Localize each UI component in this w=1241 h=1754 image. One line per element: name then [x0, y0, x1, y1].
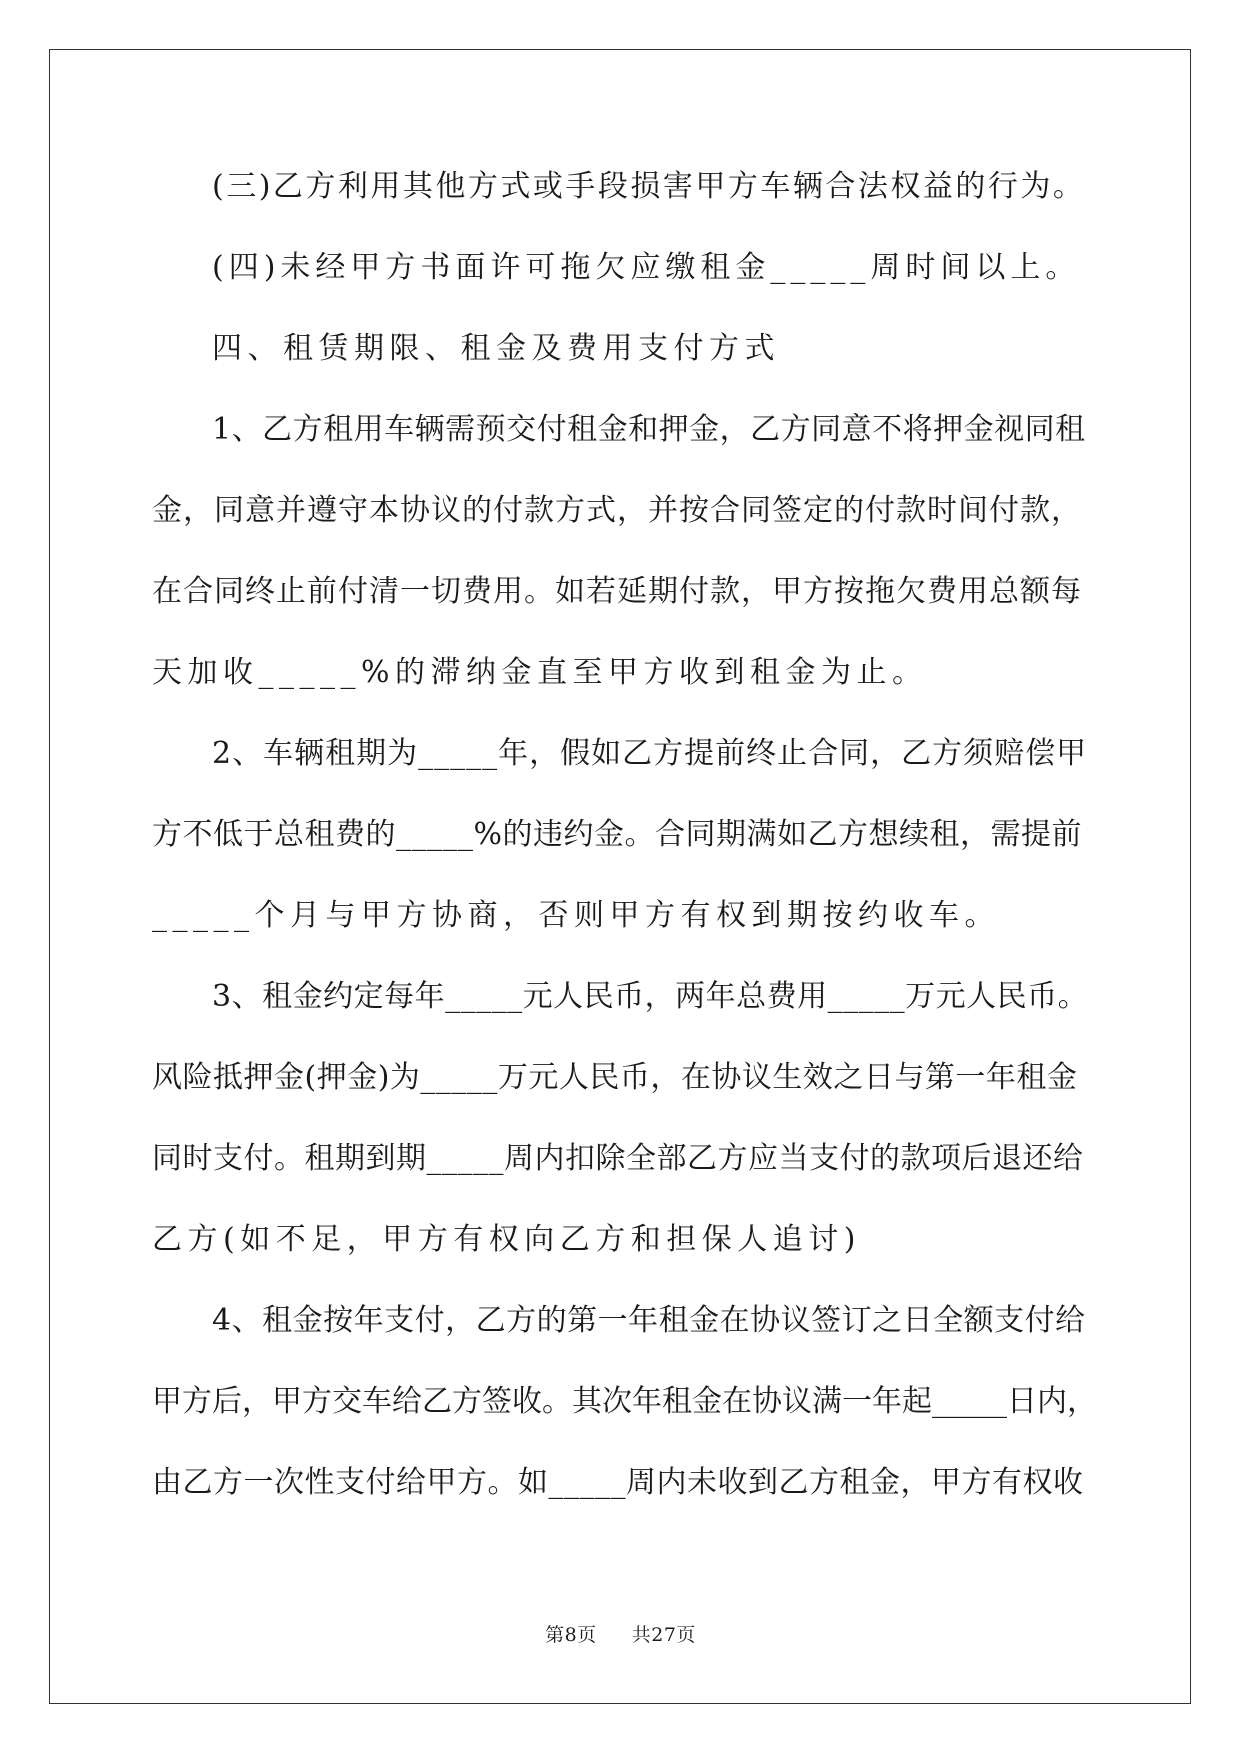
paragraph-line: 甲方后，甲方交车给乙方签收。其次年租金在协议满一年起_____日内，: [152, 1384, 1097, 1419]
paragraph-line: 方不低于总租费的_____%的违约金。合同期满如乙方想续租，需提前: [152, 817, 1083, 852]
paragraph-line: 由乙方一次性支付给甲方。如_____周内未收到乙方租金，甲方有权收: [152, 1465, 1084, 1500]
paragraph-line: 风险抵押金(押金)为_____万元人民币，在协议生效之日与第一年租金: [152, 1060, 1078, 1095]
paragraph-line: 3、租金约定每年_____元人民币，两年总费用_____万元人民币。: [212, 979, 1089, 1014]
paragraph-line: 天加收_____%的滞纳金直至甲方收到租金为止。: [152, 655, 928, 690]
paragraph-line: 1、乙方租用车辆需预交付租金和押金，乙方同意不将押金视同租: [212, 412, 1086, 447]
section-heading: 四、租赁期限、租金及费用支付方式: [212, 331, 780, 366]
paragraph-line: 4、租金按年支付，乙方的第一年租金在协议签订之日全额支付给: [212, 1303, 1086, 1338]
clause-line: (三)乙方利用其他方式或手段损害甲方车辆合法权益的行为。: [212, 169, 1086, 204]
page-number-total: 共27页: [631, 1624, 696, 1646]
clause-line: (四)未经甲方书面许可拖欠应缴租金_____周时间以上。: [212, 250, 1081, 285]
paragraph-line: _____个月与甲方协商，否则甲方有权到期按约收车。: [152, 898, 1000, 933]
paragraph-line: 乙方(如不足，甲方有权向乙方和担保人追讨): [152, 1222, 861, 1257]
page-footer: [0, 1620, 1241, 1647]
paragraph-line: 金，同意并遵守本协议的付款方式，并按合同签定的付款时间付款，: [152, 493, 1082, 528]
document-body: [152, 165, 1097, 1542]
paragraph-line: 同时支付。租期到期_____周内扣除全部乙方应当支付的款项后退还给: [152, 1141, 1084, 1176]
page-number-current: 第8页: [545, 1624, 597, 1646]
paragraph-line: 在合同终止前付清一切费用。如若延期付款，甲方按拖欠费用总额每: [152, 574, 1082, 609]
paragraph-line: 2、车辆租期为_____年，假如乙方提前终止合同，乙方须赔偿甲: [212, 736, 1088, 771]
